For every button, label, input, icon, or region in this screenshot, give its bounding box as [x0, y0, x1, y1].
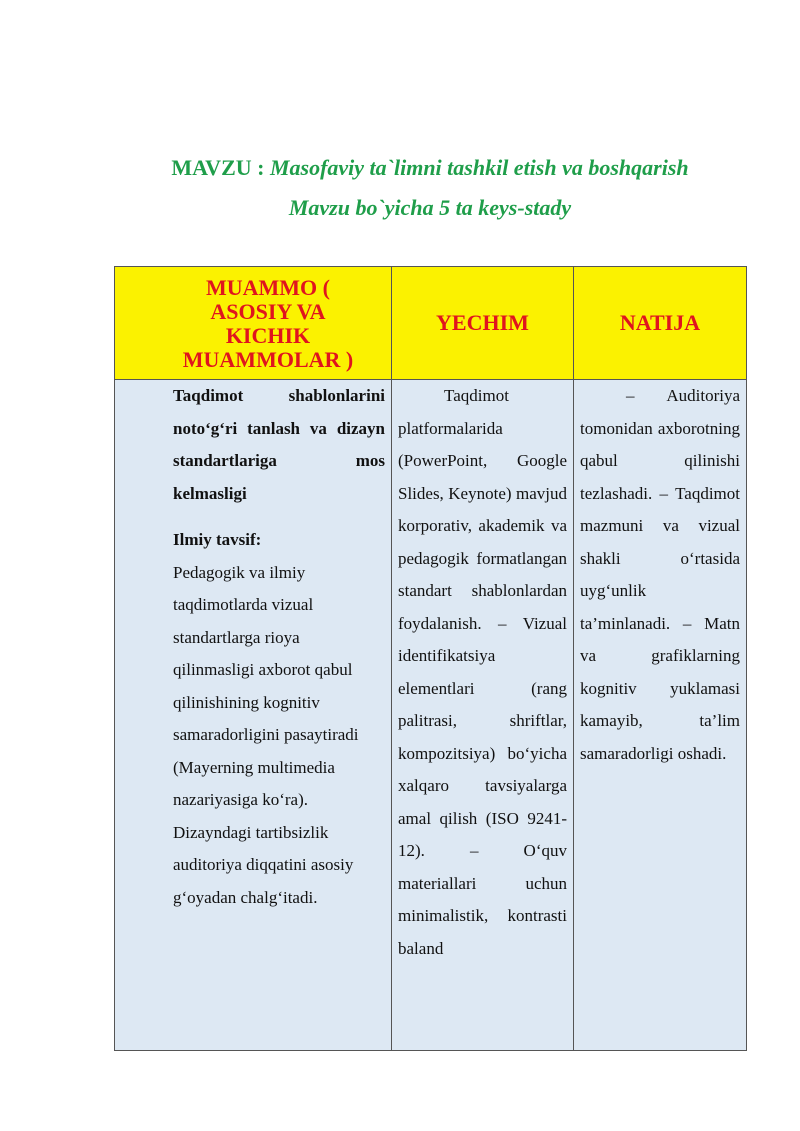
document-title: [0, 148, 800, 228]
description-heading: Ilmiy tavsif:: [173, 530, 262, 549]
solution-cell: [392, 380, 574, 1051]
header-result: NATIJA: [574, 267, 747, 380]
title-line: [0, 148, 800, 188]
table-row: [115, 380, 747, 1051]
description-text: Pedagogik va ilmiy taqdimotlarda vizual standartlarga rioya qilinmasligi axborot qabul qilinishining kognitiv samaradorligini pasaytiradi (Mayerning multimedia nazariyasiga ko‘ra). Dizayndagi tartibsizlik auditoriya diqqatini asosiy g‘oyadan chalg‘itadi.: [173, 562, 359, 907]
case-study-table: [114, 266, 747, 1051]
subtitle: Mavzu bo`yicha 5 ta keys-stady: [288, 195, 572, 220]
problem-title: Taqdimot shablonlarini noto‘g‘ri tanlash va dizayn standartlariga mos kelmasligi: [173, 386, 385, 503]
title-prefix: MAVZU :: [171, 155, 270, 180]
result-text: – Auditoriya tomonidan axborotning qabul qilinishi tezlashadi. – Taqdimot mazmuni va vizual shakli o‘rtasida uyg‘unlik ta’minlanadi. – Matn va grafiklarning kognitiv yuklamasi kamayib, ta’lim samaradorligi oshadi.: [580, 386, 740, 763]
problem-cell: [115, 380, 392, 1051]
table-header-row: [115, 267, 747, 380]
result-cell: [574, 380, 747, 1051]
header-problem: MUAMMO ( ASOSIY VA KICHIK MUAMMOLAR ): [115, 267, 392, 380]
header-solution: YECHIM: [392, 267, 574, 380]
title-topic: Masofaviy ta`limni tashkil etish va boshqarish: [269, 155, 689, 180]
solution-text: Taqdimot platformalarida (PowerPoint, Google Slides, Keynote) mavjud korporativ, akademik va pedagogik formatlangan standart shablonlardan foydalanish. – Vizual identifikatsiya elementlari (rang palitrasi, shriftlar, kompozitsiya) bo‘yicha xalqaro tavsiyalarga amal qilish (ISO 9241-12). – O‘quv materiallari uchun minimalistik, kontrasti baland: [398, 386, 567, 958]
